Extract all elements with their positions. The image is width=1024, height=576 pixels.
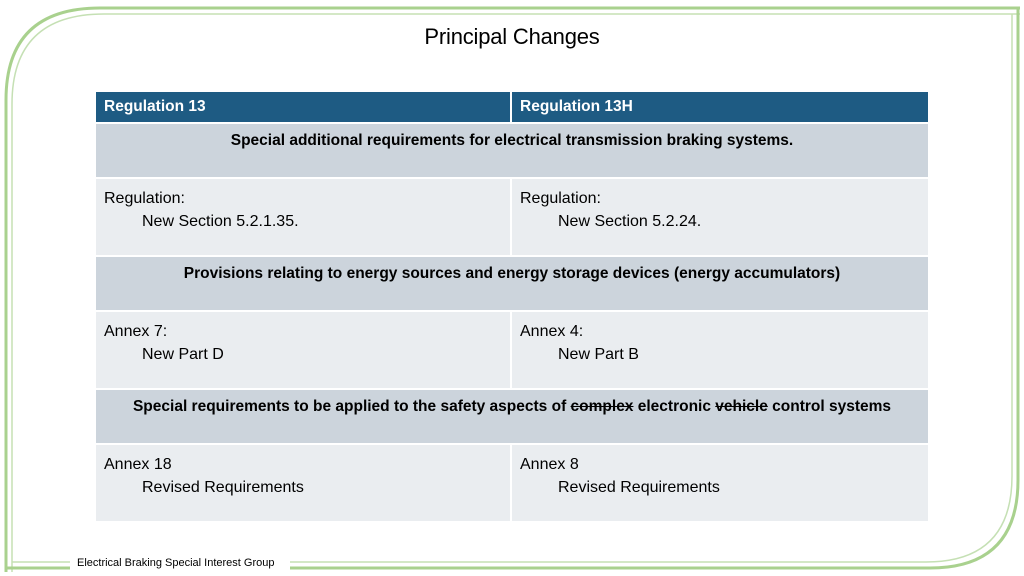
cell-reg13-section2 [96, 310, 512, 388]
cell-value: Revised Requirements [558, 479, 720, 496]
cell-value: New Section 5.2.1.35. [142, 213, 299, 230]
cell-value: New Part B [558, 346, 639, 363]
section-row [96, 388, 928, 443]
slide-title: Principal Changes [424, 24, 600, 49]
header-regulation-13h: Regulation 13H [512, 92, 928, 122]
cell-label: Regulation: [104, 190, 185, 207]
table-row [96, 177, 928, 255]
principal-changes-table [96, 92, 928, 521]
section-title-part: electronic [633, 398, 716, 415]
table-row [96, 443, 928, 521]
cell-reg13h-section2 [512, 310, 928, 388]
cell-label: Annex 4: [520, 323, 584, 340]
section-title-part: Special requirements to be applied to the safety aspects of [132, 398, 571, 415]
cell-reg13-section3 [96, 443, 512, 521]
cell-reg13h-section3 [512, 443, 928, 521]
cell-value: New Part D [142, 346, 224, 363]
struck-word: vehicle [715, 398, 768, 415]
table-header-row [96, 92, 928, 122]
section-title-energy-sources: Provisions relating to energy sources and energy storage devices (energy accumulators) [96, 255, 928, 310]
cell-label: Annex 18 [104, 456, 172, 473]
section-title-electrical-transmission: Special additional requirements for electrical transmission braking systems. [96, 122, 928, 177]
cell-value: New Section 5.2.24. [558, 213, 702, 230]
cell-reg13h-section1 [512, 177, 928, 255]
section-row [96, 122, 928, 177]
table-row [96, 310, 928, 388]
cell-label: Regulation: [520, 190, 601, 207]
section-title-safety-aspects [96, 388, 928, 443]
section-title-part: control systems [767, 398, 892, 415]
section-row [96, 255, 928, 310]
struck-word: complex [570, 398, 634, 415]
header-regulation-13: Regulation 13 [96, 92, 512, 122]
cell-label: Annex 8 [520, 456, 579, 473]
cell-label: Annex 7: [104, 323, 168, 340]
cell-reg13-section1 [96, 177, 512, 255]
cell-value: Revised Requirements [142, 479, 304, 496]
footer-text: Electrical Braking Special Interest Group [73, 557, 278, 569]
